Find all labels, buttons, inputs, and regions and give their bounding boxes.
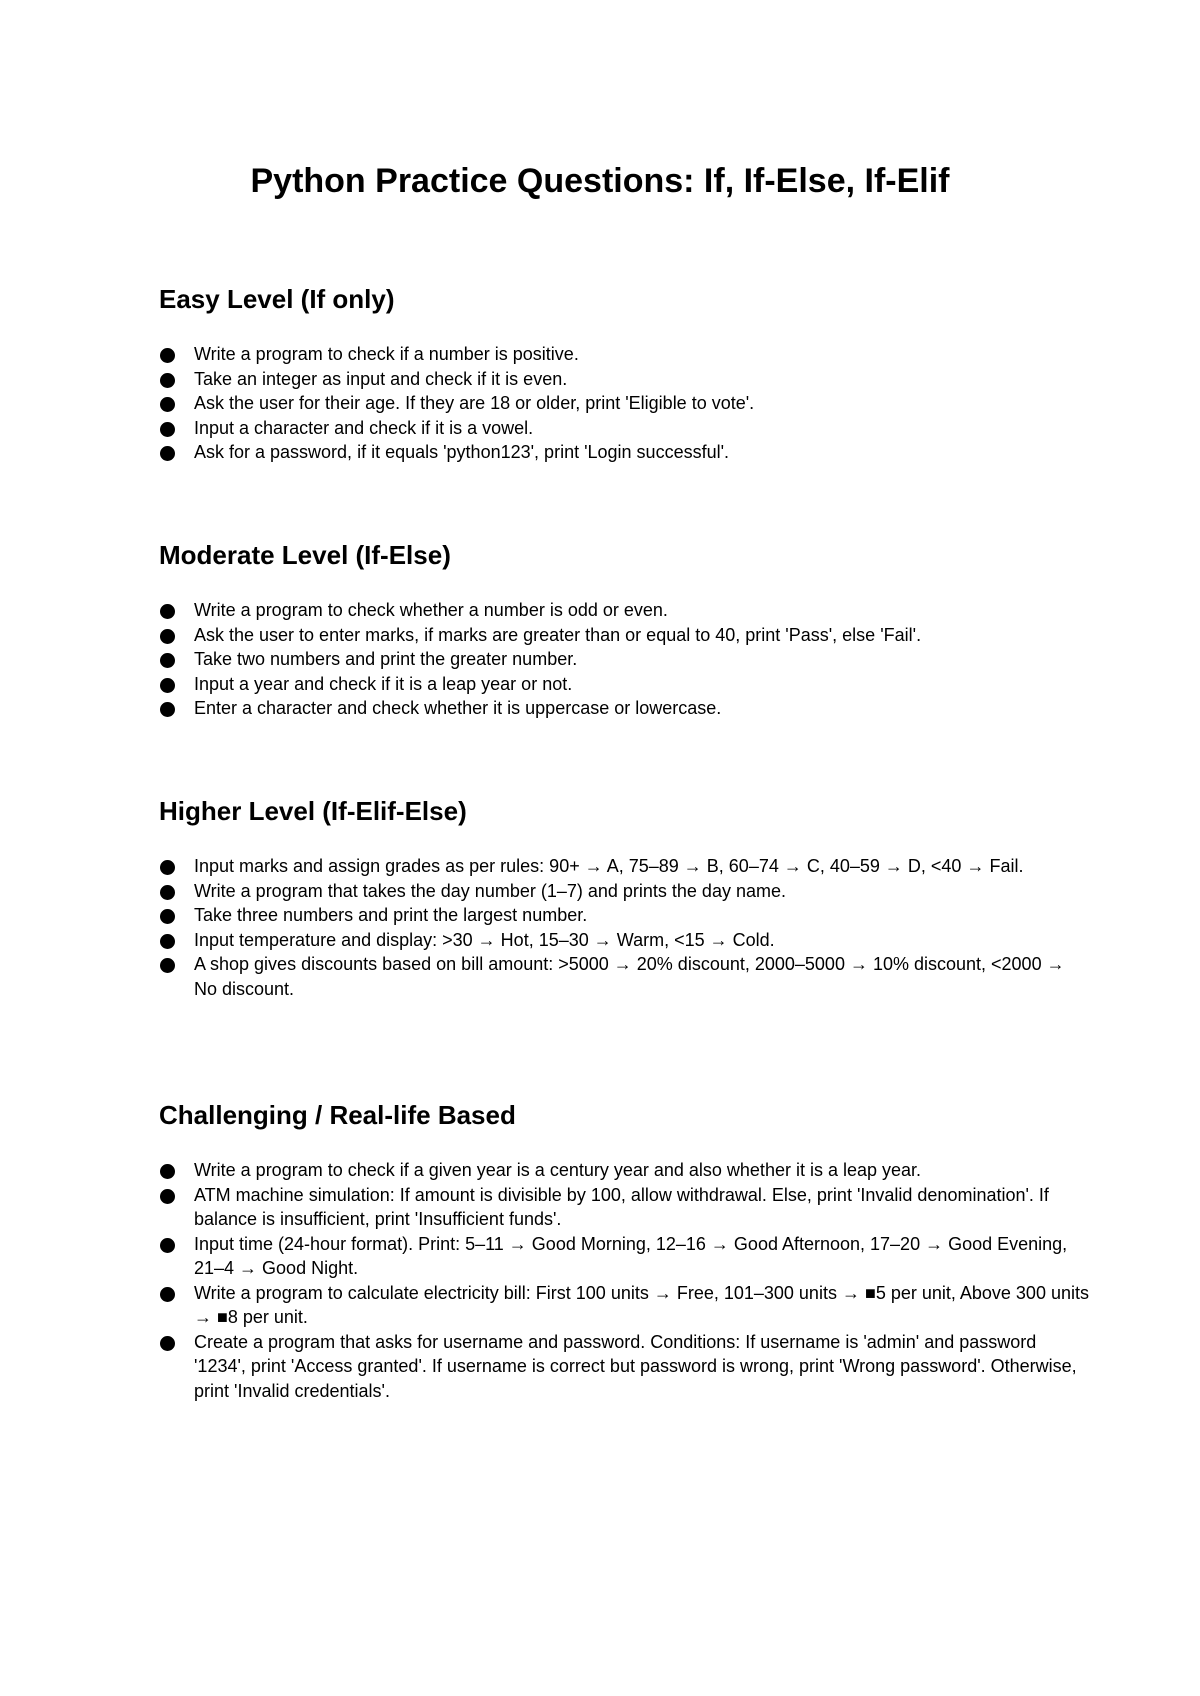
section-challenging [159, 1098, 1089, 1403]
question-text: Take two numbers and print the greater number. [194, 649, 578, 669]
bullet-icon [160, 446, 175, 461]
bullet-icon [160, 1336, 175, 1351]
section-higher [159, 794, 1065, 1001]
list-item [159, 952, 1092, 1001]
question-list-higher [159, 854, 1065, 1001]
bullet-icon [160, 397, 175, 412]
list-item [159, 416, 1092, 441]
question-text: Input time (24-hour format). Print: 5–11 → Good Morning, 12–16 → Good Afternoon, 17–20 → Good Evening, 21–4 → Good Night. [194, 1233, 1068, 1278]
bullet-icon [160, 1287, 175, 1302]
section-moderate [159, 538, 1059, 721]
list-item [159, 647, 1092, 672]
question-text: Input a character and check if it is a vowel. [194, 417, 534, 438]
bullet-icon [160, 860, 175, 875]
list-item [159, 440, 1092, 465]
bullet-icon [160, 678, 175, 693]
list-item [159, 879, 1092, 904]
list-item [159, 342, 1092, 367]
list-item [159, 928, 1092, 953]
question-text: Ask for a password, if it equals 'python123', print 'Login successful'. [194, 442, 730, 462]
question-text: Enter a character and check whether it is uppercase or lowercase. [194, 698, 722, 718]
question-text: A shop gives discounts based on bill amount: >5000 → 20% discount, 2000–5000 → 10% discount, <2000 → No discount. [194, 954, 1065, 999]
question-text: Write a program to calculate electricity bill: First 100 units → Free, 101–300 units → ■5 per unit, Above 300 units → ■8 per unit. [194, 1282, 1089, 1327]
list-item [159, 1158, 1092, 1183]
section-heading-moderate: Moderate Level (If-Else) [159, 540, 451, 570]
bullet-icon [160, 1238, 175, 1253]
bullet-icon [160, 604, 175, 619]
bullet-icon [160, 909, 175, 924]
list-item [159, 367, 1092, 392]
list-item [159, 598, 1092, 623]
list-item [159, 391, 1092, 416]
list-item [159, 1183, 1092, 1232]
question-text: Input marks and assign grades as per rules: 90+ → A, 75–89 → B, 60–74 → C, 40–59 → D, <40 → Fail. [194, 856, 1024, 876]
bullet-icon [160, 629, 175, 644]
question-list-easy [159, 342, 1059, 465]
question-text: Write a program to check if a given year is a century year and also whether it is a leap year. [194, 1160, 922, 1180]
page-title: Python Practice Questions: If, If-Else, If-Elif [250, 162, 950, 200]
list-item [159, 903, 1092, 928]
bullet-icon [160, 1164, 175, 1179]
question-text: Take three numbers and print the largest number. [194, 905, 588, 925]
question-text: Create a program that asks for username and password. Conditions: If username is 'admin' and password '1234', print 'Access granted'. If username is correct but password is wrong, print 'Wrong password'. Otherwise, print 'Invalid credentials'. [194, 1331, 1077, 1401]
question-text: Write a program to check if a number is positive. [194, 344, 579, 364]
question-text: Ask the user to enter marks, if marks are greater than or equal to 40, print 'Pass', else 'Fail'. [194, 624, 922, 645]
question-text: Input temperature and display: >30 → Hot, 15–30 → Warm, <15 → Cold. [194, 929, 775, 950]
list-item [159, 696, 1092, 721]
bullet-icon [160, 958, 175, 973]
question-list-challenging [159, 1158, 1089, 1403]
bullet-icon [160, 422, 175, 437]
question-text: Input a year and check if it is a leap year or not. [194, 673, 573, 694]
bullet-icon [160, 885, 175, 900]
bullet-icon [160, 653, 175, 668]
list-item [159, 672, 1092, 697]
list-item [159, 1281, 1092, 1330]
section-heading-easy: Easy Level (If only) [159, 284, 395, 314]
question-list-moderate [159, 598, 1059, 721]
list-item [159, 1232, 1092, 1281]
list-item [159, 623, 1092, 648]
section-heading-higher: Higher Level (If-Elif-Else) [159, 796, 467, 826]
question-text: Write a program that takes the day number (1–7) and prints the day name. [194, 880, 786, 901]
bullet-icon [160, 702, 175, 717]
bullet-icon [160, 1189, 175, 1204]
question-text: ATM machine simulation: If amount is divisible by 100, allow withdrawal. Else, print 'Invalid denomination'. If balance is insufficient, print 'Insufficient funds'. [194, 1184, 1049, 1229]
question-text: Ask the user for their age. If they are 18 or older, print 'Eligible to vote'. [194, 393, 755, 413]
question-text: Write a program to check whether a number is odd or even. [194, 600, 668, 620]
bullet-icon [160, 348, 175, 363]
bullet-icon [160, 934, 175, 949]
list-item [159, 1330, 1092, 1404]
bullet-icon [160, 373, 175, 388]
section-easy [159, 282, 1059, 465]
question-text: Take an integer as input and check if it is even. [194, 368, 568, 389]
section-heading-challenging: Challenging / Real-life Based [159, 1100, 516, 1130]
list-item [159, 854, 1092, 879]
